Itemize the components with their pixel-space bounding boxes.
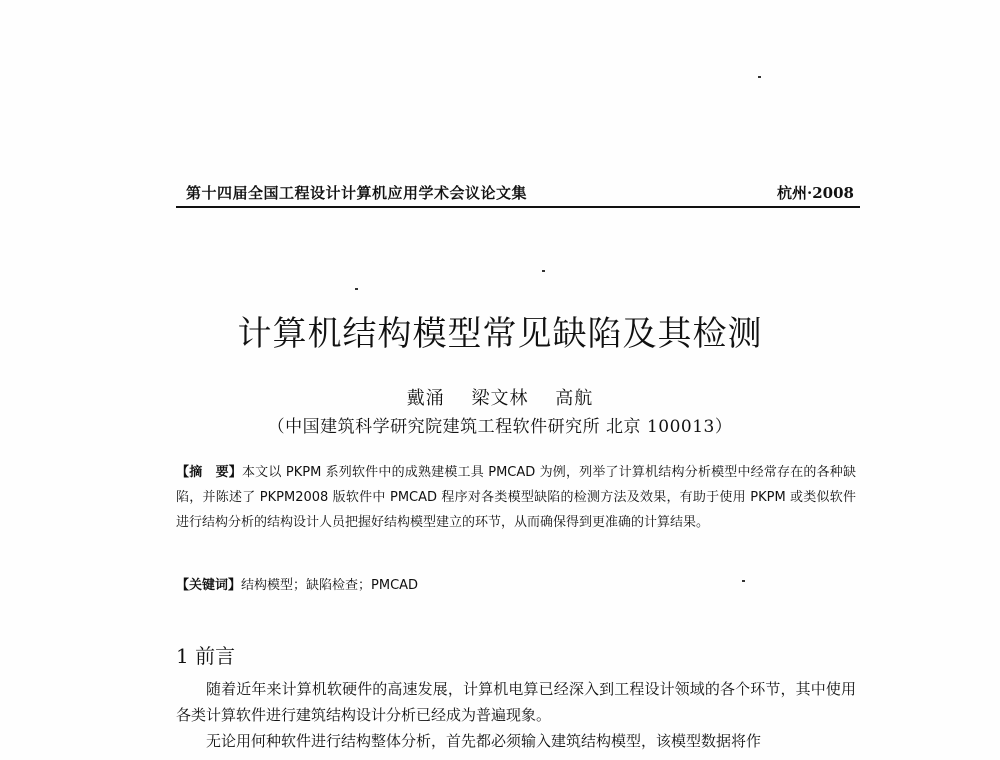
body-paragraph: 随着近年来计算机软硬件的高速发展，计算机电算已经深入到工程设计领域的各个环节，其中使用各类计算软件进行建筑结构设计分析已经成为普遍现象。: [176, 680, 856, 724]
section-body: [176, 676, 856, 754]
author-affiliation: （中国建筑科学研究院建筑工程软件研究所 北京 100013）: [267, 417, 733, 437]
abstract: [176, 460, 856, 535]
body-paragraph: 无论用何种软件进行结构整体分析，首先都必须输入建筑结构模型，该模型数据将作: [206, 732, 762, 750]
abstract-text: 本文以 PKPM 系列软件中的成熟建模工具 PMCAD 为例，列举了计算机结构分析模型中经常存在的各种缺陷，并陈述了 PKPM2008 版软件中 PMCAD 程序对各类模型缺陷的检测方法及效果，有助于使用 PKPM 或类似软件进行结构分析的结构设计人员把握好结构模型建立的环节，从而确保得到更准确的计算结果。: [176, 465, 856, 530]
running-header-proceedings: 第十四届全国工程设计计算机应用学术会议论文集: [186, 184, 528, 202]
author-name: 高航: [555, 388, 594, 409]
author-name: 梁文林: [471, 388, 529, 409]
author-name: 戴涌: [406, 388, 445, 409]
scan-speck: [758, 76, 761, 78]
abstract-label: 【摘 要】: [176, 465, 242, 480]
keywords: [176, 575, 856, 597]
section-heading: 1 前言: [176, 644, 236, 668]
scan-speck: [355, 288, 358, 290]
paper-title: 计算机结构模型常见缺陷及其检测: [237, 314, 763, 354]
scan-speck: [542, 270, 545, 272]
keywords-text: 结构模型；缺陷检查；PMCAD: [241, 578, 419, 593]
keywords-label: 【关键词】: [176, 578, 242, 593]
running-header-location-year: 杭州·2008: [777, 184, 854, 202]
author-list: [0, 384, 1000, 410]
running-header: [176, 180, 860, 208]
